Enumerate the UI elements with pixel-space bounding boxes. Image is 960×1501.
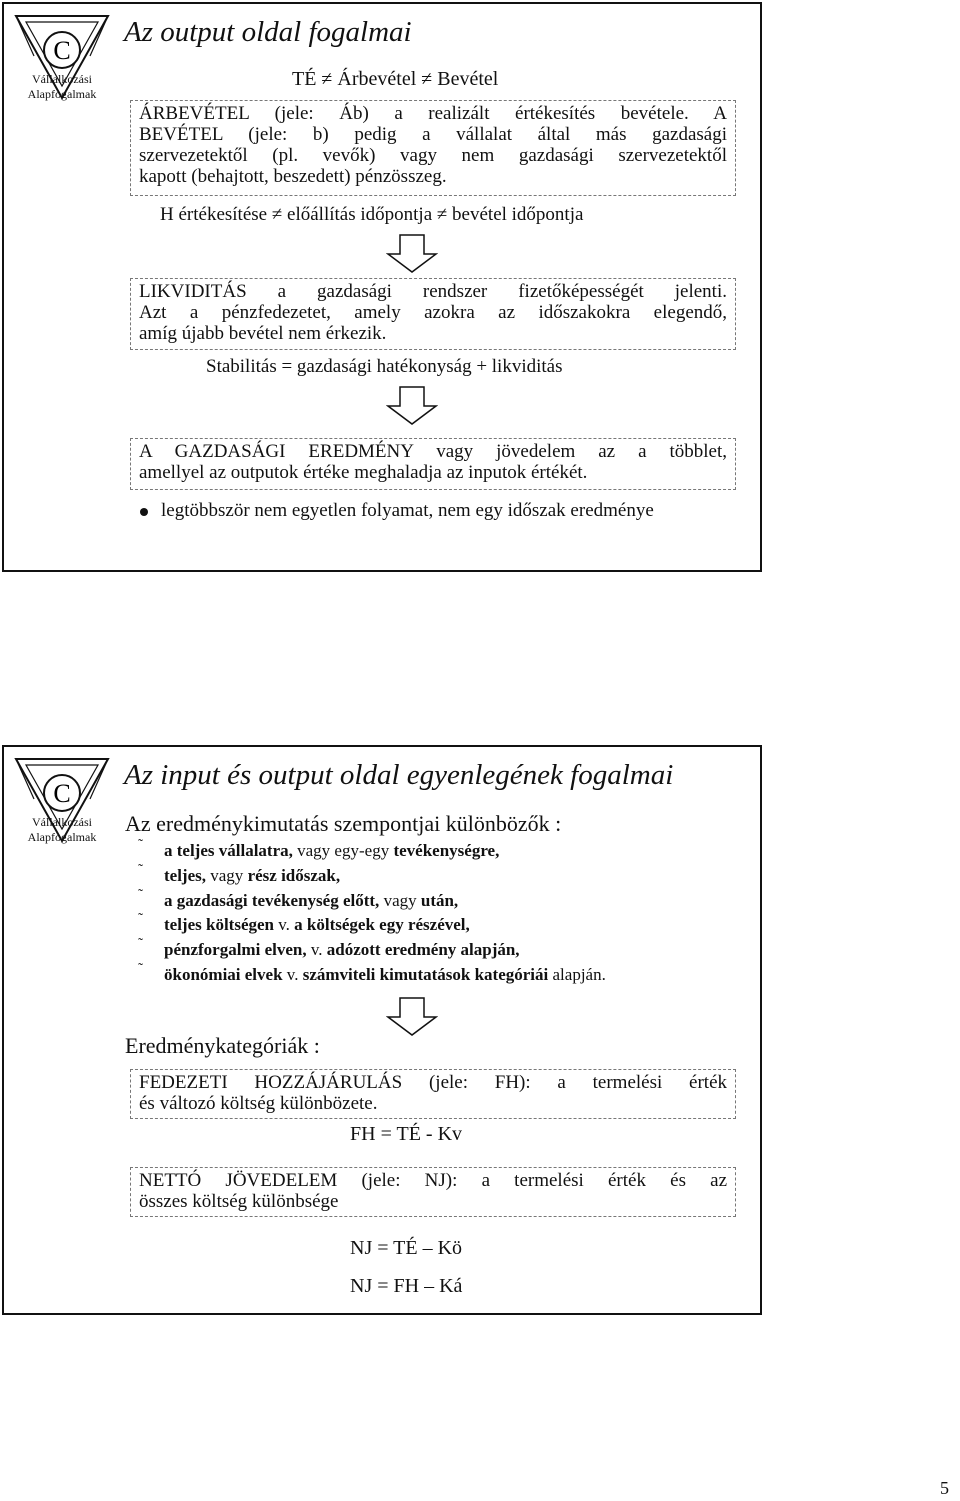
down-arrow-icon bbox=[386, 234, 438, 274]
equation-te-arbevetel: TÉ ≠ Árbevétel ≠ Bevétel bbox=[292, 68, 499, 90]
box-line: amíg újabb bevétel nem érkezik. bbox=[139, 323, 387, 344]
tilde-bullet-icon: ˜ bbox=[138, 911, 143, 928]
tilde-bullet-icon: ˜ bbox=[138, 960, 143, 977]
formula-nj-1: NJ = TÉ – Kö bbox=[350, 1237, 463, 1259]
list-item: ˜ a gazdasági tevékenység előtt, vagy után, bbox=[134, 889, 606, 914]
logo-text-line2: Alapfogalmak bbox=[27, 87, 97, 101]
tilde-bullet-icon: ˜ bbox=[138, 886, 143, 903]
slide-output bbox=[2, 2, 762, 572]
definition-box-fh bbox=[130, 1069, 736, 1119]
svg-text:C: C bbox=[53, 779, 71, 808]
criteria-heading: Az eredménykimutatás szempontjai különbözők : bbox=[125, 811, 562, 836]
slide-title: Az output oldal fogalmai bbox=[124, 16, 412, 48]
formula-nj-2: NJ = FH – Ká bbox=[350, 1275, 463, 1297]
tilde-bullet-icon: ˜ bbox=[138, 861, 143, 878]
svg-text:C: C bbox=[53, 36, 71, 65]
logo-text-line1: Vállalkozási bbox=[32, 72, 92, 86]
formula-fh: FH = TÉ - Kv bbox=[350, 1123, 463, 1145]
box-line: Azt a pénzfedezetet, amely azokra az időszakokra elegendő, bbox=[139, 302, 727, 323]
slide-input-output bbox=[2, 745, 762, 1315]
box-line: összes költség különbsége bbox=[139, 1191, 339, 1212]
list-item: ˜ ökonómiai elvek v. számviteli kimutatások kategóriái alapján. bbox=[134, 963, 606, 988]
box-line: BEVÉTEL (jele: b) pedig a vállalat által más gazdasági bbox=[139, 124, 727, 145]
criteria-list bbox=[134, 839, 606, 988]
list-item: ˜ pénzforgalmi elven, v. adózott eredmény alapján, bbox=[134, 938, 606, 963]
down-arrow-icon bbox=[386, 386, 438, 426]
box-line: szervezetektől (pl. vevők) vagy nem gazdasági szervezetektől bbox=[139, 145, 727, 166]
box-line: FEDEZETI HOZZÁJÁRULÁS (jele: FH): a termelési érték bbox=[139, 1072, 727, 1093]
bullet-text: legtöbbször nem egyetlen folyamat, nem egy időszak eredménye bbox=[161, 500, 654, 521]
bullet-dot-icon bbox=[140, 508, 148, 516]
box-line: LIKVIDITÁS a gazdasági rendszer fizetőképességét jelenti. bbox=[139, 281, 727, 302]
tilde-bullet-icon: ˜ bbox=[138, 936, 143, 953]
down-arrow-icon bbox=[386, 997, 438, 1037]
equation-ertekesites: H értékesítése ≠ előállítás időpontja ≠ bevétel időpontja bbox=[160, 204, 584, 225]
equation-stabilitas: Stabilitás = gazdasági hatékonyság + likviditás bbox=[206, 356, 563, 377]
box-line: A GAZDASÁGI EREDMÉNY vagy jövedelem az a többlet, bbox=[139, 441, 727, 462]
slide-title: Az input és output oldal egyenlegének fogalmai bbox=[124, 759, 674, 791]
definition-box-eredmeny bbox=[130, 438, 736, 490]
categories-heading: Eredménykategóriák : bbox=[125, 1033, 320, 1058]
definition-box-bevetel bbox=[130, 100, 736, 196]
list-item: ˜ teljes költségen v. a költségek egy részével, bbox=[134, 913, 606, 938]
box-line: és változó költség különbözete. bbox=[139, 1093, 378, 1114]
box-line: NETTÓ JÖVEDELEM (jele: NJ): a termelési érték és az bbox=[139, 1170, 727, 1191]
box-line: ÁRBEVÉTEL (jele: Áb) a realizált értékesítés bevétele. A bbox=[139, 103, 727, 124]
tilde-bullet-icon: ˜ bbox=[138, 837, 143, 853]
list-item: ˜ teljes, vagy rész időszak, bbox=[134, 864, 606, 889]
logo-text-line2: Alapfogalmak bbox=[27, 830, 97, 844]
logo bbox=[12, 753, 112, 845]
definition-box-likviditas bbox=[130, 278, 736, 350]
list-item: ˜ a teljes vállalatra, vagy egy-egy tevékenységre, bbox=[134, 839, 606, 864]
logo-text-line1: Vállalkozási bbox=[32, 815, 92, 829]
logo bbox=[12, 10, 112, 102]
definition-box-nj bbox=[130, 1167, 736, 1217]
page-number: 5 bbox=[940, 1478, 949, 1498]
box-line: amellyel az outputok értéke meghaladja az inputok értékét. bbox=[139, 462, 588, 483]
box-line: kapott (behajtott, beszedett) pénzösszeg. bbox=[139, 166, 447, 187]
